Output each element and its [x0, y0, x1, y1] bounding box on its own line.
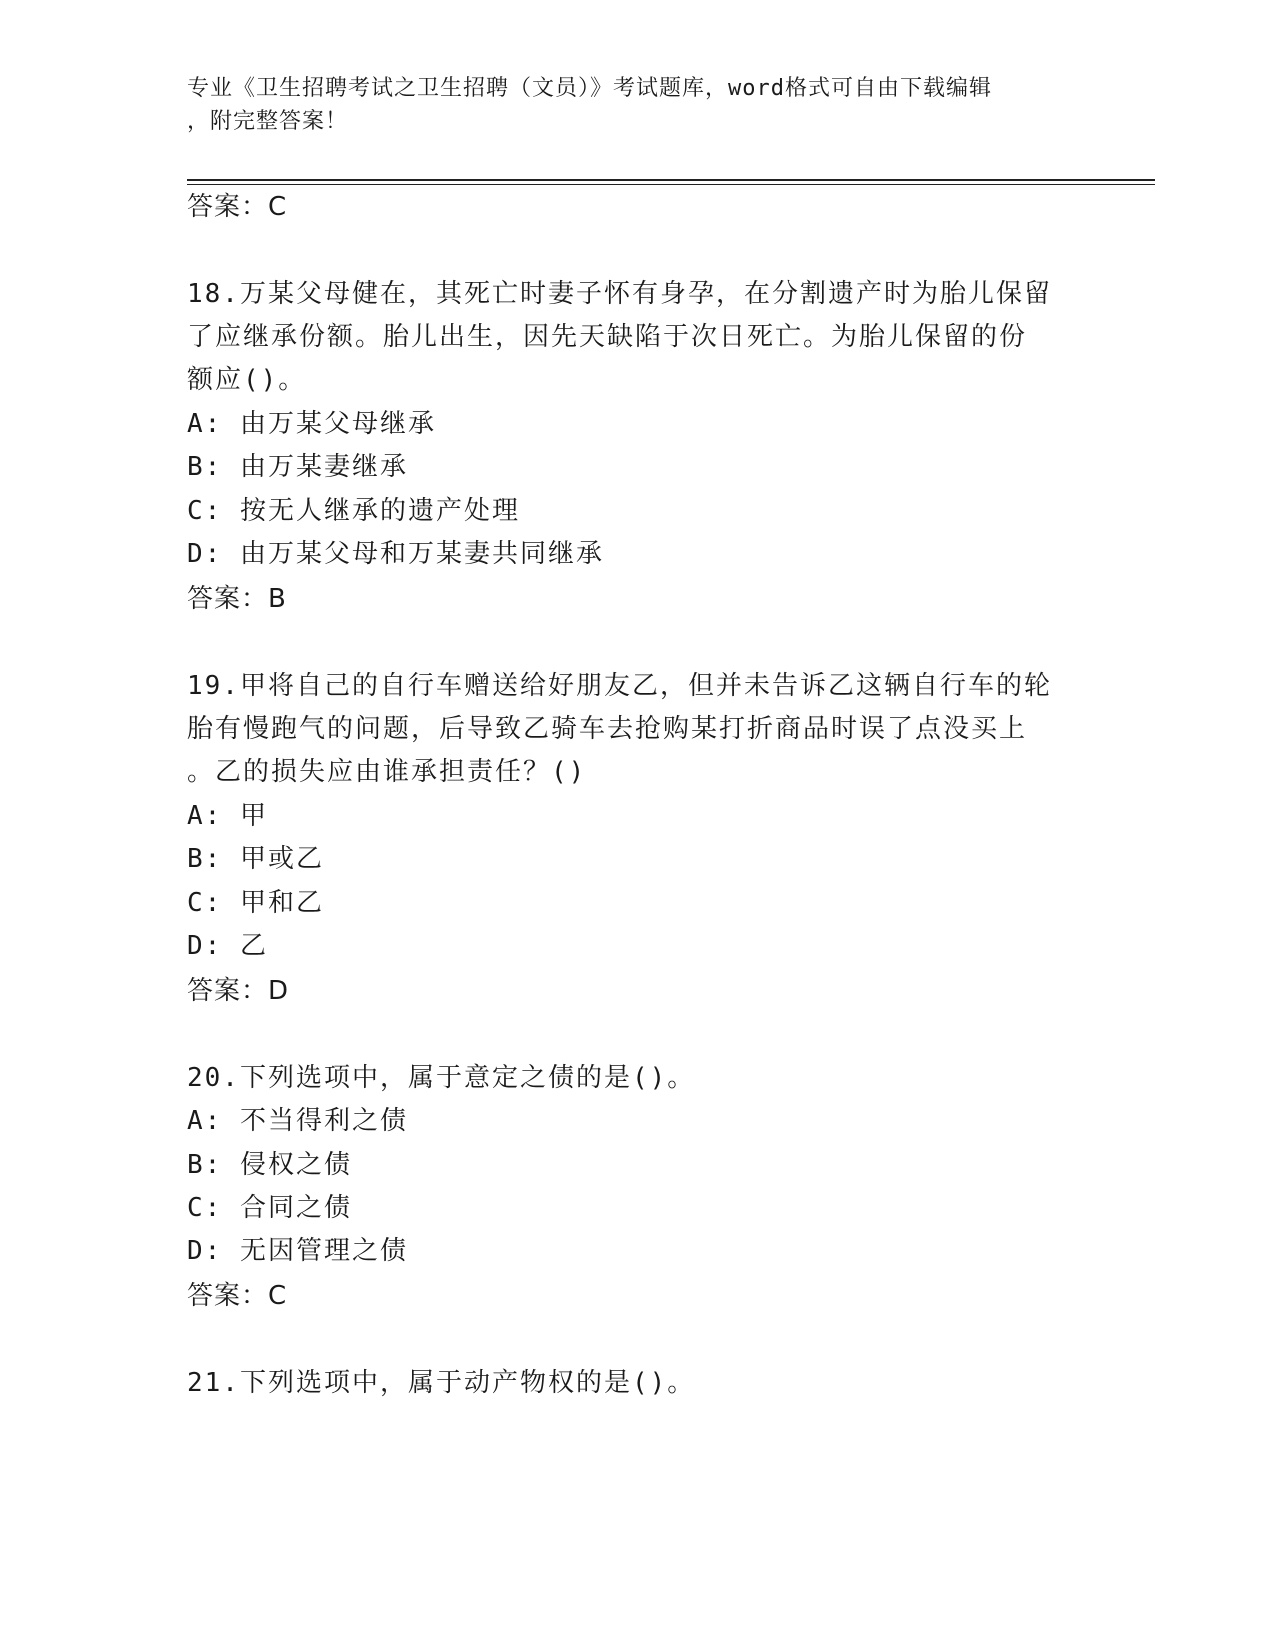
- q20-option-c: C: 合同之债: [187, 1193, 352, 1223]
- q18-answer: 答案：B: [187, 584, 287, 614]
- header-rule-thin: [187, 184, 1155, 185]
- q19-text-line-2: 胎有慢跑气的问题，后导致乙骑车去抢购某打折商品时误了点没买上: [187, 714, 1028, 744]
- q18-text-line-2: 了应继承份额。胎儿出生，因先天缺陷于次日死亡。为胎儿保留的份: [187, 322, 1028, 352]
- q18-option-d: D: 由万某父母和万某妻共同继承: [187, 539, 604, 569]
- q18-option-b: B: 由万某妻继承: [187, 452, 408, 482]
- header-line-1: 专业《卫生招聘考试之卫生招聘（文员）》考试题库，word格式可自由下载编辑: [187, 76, 992, 101]
- q18-text-line-1: 18.万某父母健在，其死亡时妻子怀有身孕，在分割遗产时为胎儿保留: [187, 279, 1052, 309]
- q19-option-d: D: 乙: [187, 931, 268, 961]
- q18-option-c: C: 按无人继承的遗产处理: [187, 496, 520, 526]
- answer-17: 答案：C: [187, 192, 288, 222]
- page-header: [187, 72, 1087, 138]
- header-line-2: ，附完整答案！: [187, 109, 349, 134]
- q19-text-line-1: 19.甲将自己的自行车赠送给好朋友乙，但并未告诉乙这辆自行车的轮: [187, 671, 1052, 701]
- q18-option-a: A: 由万某父母继承: [187, 409, 436, 439]
- q20-text-line-1: 20.下列选项中，属于意定之债的是()。: [187, 1063, 696, 1093]
- q19-option-c: C: 甲和乙: [187, 888, 324, 918]
- q19-text-line-3: 。乙的损失应由谁承担责任？(): [187, 757, 587, 787]
- header-rule: [187, 179, 1155, 181]
- q19-answer: 答案：D: [187, 976, 290, 1006]
- q19-option-a: A: 甲: [187, 801, 268, 831]
- q19-option-b: B: 甲或乙: [187, 844, 324, 874]
- q20-option-b: B: 侵权之债: [187, 1150, 352, 1180]
- q20-option-d: D: 无因管理之债: [187, 1236, 408, 1266]
- q20-option-a: A: 不当得利之债: [187, 1106, 408, 1136]
- q18-text-line-3: 额应()。: [187, 365, 307, 395]
- q21-text-line-1: 21.下列选项中，属于动产物权的是()。: [187, 1368, 696, 1398]
- q20-answer: 答案：C: [187, 1281, 288, 1311]
